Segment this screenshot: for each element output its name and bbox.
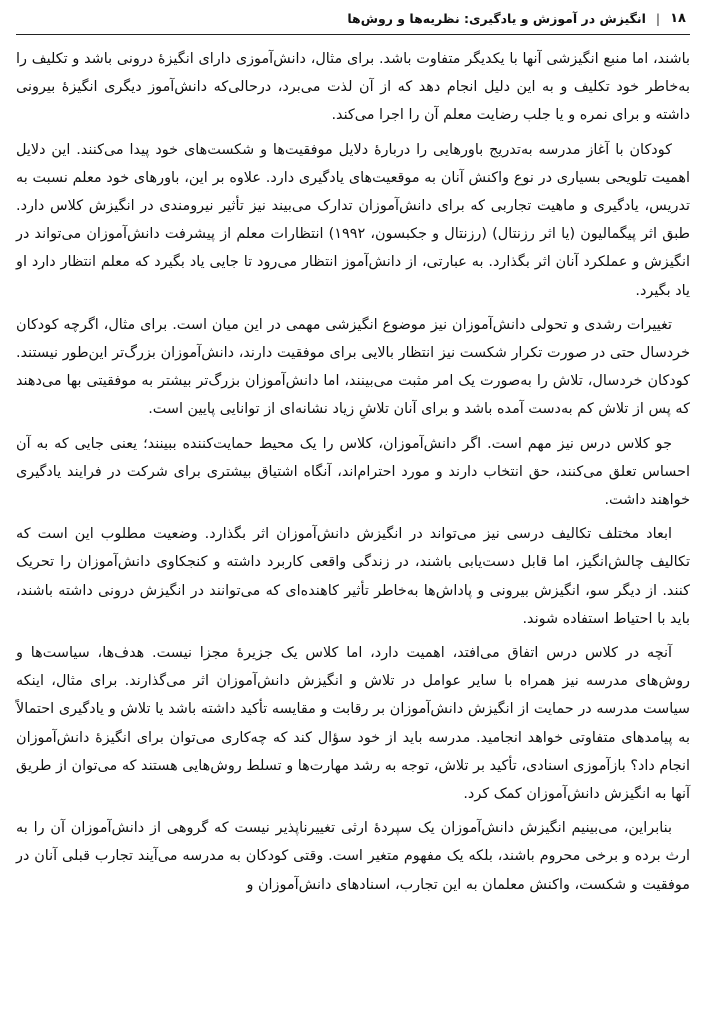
running-header bbox=[16, 8, 690, 30]
page-number: ۱۸ bbox=[670, 11, 686, 26]
header-separator: | bbox=[655, 11, 661, 26]
paragraph-continued: باشند، اما منبع انگیزشی آنها با یکدیگر متفاوت باشد. برای مثال، دانش‌آموزی دارای انگیزهٔ درونی باشد و تکلیف را به‌خاطر خود تکلیف و به این دلیل انجام دهد که از آن لذت می‌برد، درحالی‌که دانش‌آموز دیگری انگیزهٔ بیرونی داشته و برای نمره و یا جلب رضایت معلم آن را اجرا می‌کند. bbox=[16, 51, 690, 124]
header-rule bbox=[16, 34, 690, 35]
paragraph: جو کلاس درس نیز مهم است. اگر دانش‌آموزان، کلاس را یک محیط حمایت‌کننده ببینند؛ یعنی جایی که به آن احساس تعلق می‌کنند، حق انتخاب دارند و مورد احترام‌اند، آنگاه اشتیاق بیشتری برای شرکت در فرایند یادگیری خواهند داشت. bbox=[16, 435, 690, 509]
body-text bbox=[16, 45, 690, 899]
paragraph: بنابراین، می‌بینیم انگیزش دانش‌آموزان یک سپردهٔ ارثی تغییرناپذیر نیست که گروهی از دانش‌آموزان آن را به ارث برده و برخی محروم باشند، بلکه یک مفهوم متغیر است. وقتی کودکان به مدرسه می‌آیند تجارب قبلی آنان در موفقیت و شکست، واکنش معلمان به این تجارب، اسنادهای دانش‌آموزان و bbox=[16, 820, 690, 893]
paragraph: کودکان با آغاز مدرسه به‌تدریج باورهایی را دربارهٔ دلایل موفقیت‌ها و شکست‌های خود پیدا می‌کنند. این دلایل اهمیت تلویحی بسیاری در نوع واکنش آنان به موقعیت‌های یادگیری دارد. علاوه بر این، باورهای خود معلم نسبت به تدریس، یادگیری و ماهیت تجاربی که برای دانش‌آموزان تدارک می‌بیند نیز تأثیر نیرومندی در انگیزش کلاس دارد. طبق اثر پیگمالیون (یا اثر رزنتال) (رزنتال و جکبسون، ۱۹۹۲) انتظارات معلم از پیشرفت دانش‌آموزان می‌تواند در انگیزش و عملکرد آنان اثر بگذارد. به عبارتی، از دانش‌آموز انتظار می‌رود تا جایی یاد بگیرد که معلم انتظار دارد او یاد بگیرد. bbox=[16, 141, 690, 299]
paragraph: آنچه در کلاس درس اتفاق می‌افتد، اهمیت دارد، اما کلاس یک جزیرهٔ مجزا نیست. هدف‌ها، سیاست‌ها و روش‌های مدرسه نیز همراه با سایر عوامل در تلاش و انگیزش دانش‌آموزان اثر می‌گذارند. برای مثال، اینکه سیاست مدرسه در حمایت از انگیزش دانش‌آموزان بر رقابت و مقایسه تأکید داشته باشد یا تلاش و یادگیری احتمالاً به پیامدهای متفاوتی خواهد انجامید. مدرسه باید از خود سؤال کند که چه‌کاری می‌توان برای انگیزهٔ دانش‌آموزان انجام داد؟ بازآموزی اسنادی، تأکید بر تلاش، توجه به رشد مهارت‌ها و تسلط روش‌هایی هستند که می‌توان از طریق آنها به انگیزش دانش‌آموزان کمک کرد. bbox=[16, 645, 690, 803]
paragraph: ابعاد مختلف تکالیف درسی نیز می‌تواند در انگیزش دانش‌آموزان اثر بگذارد. وضعیت مطلوب این است که تکالیف چالش‌انگیز، اما قابل دست‌یابی باشند، در زندگی واقعی کاربرد داشته و کنجکاوی دانش‌آموزان را تحریک کنند. از دیگر سو، انگیزش بیرونی و پاداش‌ها به‌خاطر تأثیر کاهنده‌ای که می‌توانند در انگیزش درونی داشته باشند، باید با احتیاط استفاده شوند. bbox=[16, 526, 690, 627]
paragraph: تغییرات رشدی و تحولی دانش‌آموزان نیز موضوع انگیزشی مهمی در این میان است. برای مثال، اگرچه کودکان خردسال حتی در صورت تکرار شکست نیز انتظار بالایی برای موفقیت دارند، دانش‌آموزان بزرگ‌تر این‌طور نیستند. کودکان خردسال، تلاش را به‌صورت یک امر مثبت می‌بینند، اما دانش‌آموزان بزرگ‌تر بیشتر به موفقیتی بها می‌دهند که پس از تلاش کم به‌دست آمده باشد و برای آنان تلاشِ زیاد نشانه‌ای از توانایی پایین است. bbox=[16, 316, 690, 418]
running-title: انگیزش در آموزش و یادگیری: نظریه‌ها و روش‌ها bbox=[347, 11, 646, 26]
